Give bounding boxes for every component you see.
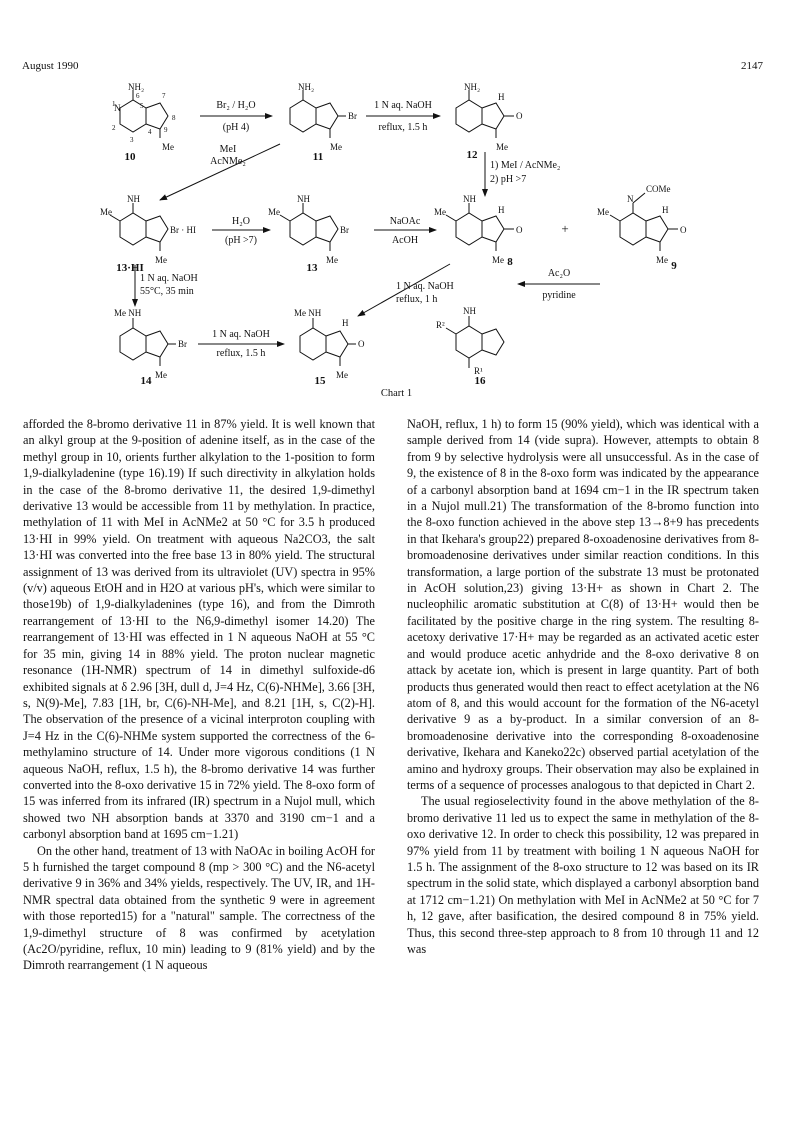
scheme-caption: Chart 1 bbox=[380, 388, 413, 399]
reagent-label: NaOAc bbox=[389, 216, 421, 227]
reagent-label: Ac₂O bbox=[547, 268, 571, 279]
reagent-label: 1 N aq. NaOH bbox=[140, 273, 198, 284]
atom-o: O bbox=[680, 225, 687, 235]
compound-label: 16 bbox=[474, 375, 486, 387]
atom-me: Me bbox=[326, 255, 338, 265]
atom-nh2: NH₂ bbox=[298, 82, 315, 92]
reagent-label: pyridine bbox=[542, 290, 576, 301]
ring-number-2: 2 bbox=[112, 124, 116, 132]
ring-number-3: 3 bbox=[130, 136, 134, 144]
reagent-label: reflux, 1.5 h bbox=[216, 348, 266, 359]
reagent-label: AcOH bbox=[391, 235, 419, 246]
atom-br: Br bbox=[178, 339, 187, 349]
reagent-label: reflux, 1.5 h bbox=[378, 122, 428, 133]
atom-n: N bbox=[627, 194, 634, 204]
compound-label: 12 bbox=[466, 149, 478, 161]
reaction-scheme bbox=[100, 78, 700, 400]
reagent-label: 1 N aq. NaOH bbox=[396, 281, 454, 292]
reagent-label: AcNMe₂ bbox=[210, 156, 246, 167]
body-column-left bbox=[23, 416, 375, 974]
reagent-label: 1 N aq. NaOH bbox=[374, 100, 432, 111]
atom-nh2: NH₂ bbox=[464, 82, 481, 92]
reagent-label: (pH 4) bbox=[222, 122, 250, 133]
reagent-label: 1 N aq. NaOH bbox=[212, 329, 270, 340]
atom-o: O bbox=[358, 339, 365, 349]
compound-label: 13 bbox=[306, 262, 318, 274]
atom-nh: NH bbox=[463, 306, 476, 316]
atom-nh2: NH₂ bbox=[128, 82, 145, 92]
atom-me: Me bbox=[162, 142, 174, 152]
compound-label: 14 bbox=[140, 375, 152, 387]
atom-me: Me bbox=[155, 255, 167, 265]
ring-number-9: 9 bbox=[164, 126, 168, 134]
compound-label: 13·HI bbox=[116, 262, 144, 274]
atom-come: COMe bbox=[646, 184, 671, 194]
atom-r1: R¹ bbox=[474, 366, 483, 376]
atom-me: Me bbox=[434, 207, 446, 217]
compound-label: 10 bbox=[124, 151, 136, 163]
running-header-date: August 1990 bbox=[22, 60, 79, 72]
body-column-right bbox=[407, 416, 759, 957]
ring-number-6: 6 bbox=[136, 92, 140, 100]
atom-menh: Me NH bbox=[114, 308, 142, 318]
atom-nh: NH bbox=[463, 194, 476, 204]
ring-number-8: 8 bbox=[172, 114, 176, 122]
atom-h: H bbox=[342, 318, 349, 328]
atom-me: Me bbox=[268, 207, 280, 217]
compound-label: 8 bbox=[507, 256, 513, 268]
reagent-label: Br₂ / H₂O bbox=[216, 100, 256, 111]
atom-me: Me bbox=[155, 370, 167, 380]
ring-number-7: 7 bbox=[162, 92, 166, 100]
atom-n: N bbox=[114, 103, 121, 113]
atom-o: O bbox=[516, 225, 523, 235]
atom-br: Br bbox=[348, 111, 357, 121]
compound-label: 9 bbox=[671, 260, 677, 272]
reagent-label: 55°C, 35 min bbox=[140, 286, 194, 297]
body-paragraph: NaOH, reflux, 1 h) to form 15 (90% yield), which was identical with a sample derived from 14 (vide supra). However, attempts to obtain 8 from 9 by selective hydrolysis were all unsuccessful. As in the case of 9, the existence of 8 in the 8-oxo form was indicated by the appearance of a carbonyl absorption band at 1694 cm−1 in the IR spectrum taken in a Nujol mull.21) The transformation of the 8-bromo function into the 8-oxo function achieved in the above step 13→8+9 has precedents in that Ikehara's group22) prepared 8-oxoadenosine derivatives from 8-bromoadenosine derivatives under similar reaction conditions. In this transformation, a large portion of the substrate 13 must be protonated in AcOH solution,23) giving 13·H+ as shown in Chart 2. The nucleophilic aromatic substitution at C(8) of 13·H+ would then be facilitated by the positive charge in the ring system. The resulting 8-acetoxy derivative 17·H+ may be regarded as an activated acetic ester and would produce acetic anhydride and the 8-oxo derivative 8 on attack by acetate ion, which is present in large quantity. Part of both products thus generated would then react to effect acetylation at the N6 atom of 8, and this would account for the formation of the N6-acetyl derivative 9 as a by-product. In a similar conversion of an 8-bromoadenosine derivative into the corresponding 8-oxoadenosine derivative, Ikehara and Kaneko22c) observed partial acetylation of the amino and hydroxy groups. Their observation may also be explained in terms of a sequence of processes analogous to that depicted in Chart 2. bbox=[407, 417, 759, 792]
atom-me: Me bbox=[336, 370, 348, 380]
atom-h: H bbox=[662, 205, 669, 215]
page-number: 2147 bbox=[741, 60, 763, 72]
atom-menh: Me NH bbox=[294, 308, 322, 318]
reagent-label: H₂O bbox=[232, 216, 250, 227]
body-paragraph: On the other hand, treatment of 13 with NaOAc in boiling AcOH for 5 h furnished the target compound 8 (mp > 300 °C) and the N6-acetyl derivative 9 in 36% and 34% yields, respectively. The UV, IR, and 1H-NMR spectral data obtained from the synthetic 9 were in agreement with those reported15) for a "natural" sample. The correctness of the 1,9-dimethyl structure of 8 was confirmed by acetylation (Ac2O/pyridine, reflux, 10 min) leading to 9 (81% yield) and by the Dimroth rearrangement (1 N aqueous bbox=[23, 843, 375, 973]
reagent-label: MeI bbox=[219, 144, 237, 155]
reagent-label: 2) pH >7 bbox=[490, 174, 527, 185]
ring-number-1: 1 bbox=[112, 100, 116, 108]
atom-br-hi: Br · HI bbox=[170, 225, 196, 235]
atom-h: H bbox=[498, 92, 505, 102]
reagent-label: (pH >7) bbox=[224, 235, 258, 246]
reagent-label: 1) MeI / AcNMe₂ bbox=[490, 160, 561, 171]
plus-sign: + bbox=[561, 221, 569, 236]
atom-h: H bbox=[498, 205, 505, 215]
atom-me: Me bbox=[496, 142, 508, 152]
compound-label: 11 bbox=[312, 151, 324, 163]
atom-nh: NH bbox=[297, 194, 310, 204]
ring-number-5: 5 bbox=[140, 102, 144, 110]
body-paragraph: afforded the 8-bromo derivative 11 in 87% yield. It is well known that an alkyl group at the 9-position of adenine itself, as in the case of the methyl group in 10, orients further alkylation to the 1-position to form 1,9-dialkyladenine (type 16).19) If such directivity in alkylation holds in the case of the 8-bromo derivative 11, the desired 1,9-dimethyl derivative 13 would be accessible from 11 by methylation. In practice, methylation of 11 with MeI in AcNMe2 at 50 °C for 3.5 h produced 13·HI in 99% yield. On treatment with aqueous Na2CO3, the salt 13·HI was converted into the free base 13 in 80% yield. The structural assignment of 13 was derived from its ultraviolet (UV) spectra in 95% (v/v) aqueous EtOH and in H2O at various pH's, which were similar to those19b) of 1,9-dialkyladenines (type 16), and from the Dimroth rearrangement of 13·HI to the N6,9-dimethyl isomer 14.20) The rearrangement of 13·HI was effected in 1 N aqueous NaOH at 55 °C for 35 min, giving 14 in 88% yield. The proton nuclear magnetic resonance (1H-NMR) spectrum of 14 in dimethyl sulfoxide-d6 exhibited signals at δ 2.96 [3H, dull d, J=4 Hz, C(6)-NHMe], 3.66 [3H, s, N(9)-Me], 7.83 [1H, br, C(6)-NH-Me], and 8.21 [1H, s, C(2)-H]. The observation of the presence of a vicinal interproton coupling with J=4 Hz in the C(6)-NHMe system supported the correctness of the 6-methylamino structure of 14. Under more vigorous conditions (1 N aqueous NaOH, reflux, 1.5 h), the 8-bromo derivative 14 was further converted into the 8-oxo derivative 15 in 72% yield. The 8-oxo form of 15 was inferred from its infrared (IR) spectrum in a Nujol mull, which showed two NH absorption bands at 3370 and 3190 cm−1 and a carbonyl absorption band at 1695 cm−1.21) bbox=[23, 417, 375, 842]
atom-me: Me bbox=[597, 207, 609, 217]
atom-me: Me bbox=[492, 255, 504, 265]
atom-me: Me bbox=[656, 255, 668, 265]
compound-label: 15 bbox=[314, 375, 326, 387]
atom-nh: NH bbox=[127, 194, 140, 204]
ring-number-4: 4 bbox=[148, 128, 152, 136]
atom-me: Me bbox=[330, 142, 342, 152]
body-paragraph: The usual regioselectivity found in the above methylation of the 8-bromo derivative 11 led us to expect the same in methylation of the 8-oxo derivative 12. In order to check this possibility, 12 was prepared in 97% yield from 11 by treatment with boiling 1 N aqueous NaOH for 1.5 h. The assignment of the 8-oxo structure to 12 was based on its IR spectrum in the solid state, which displayed a carbonyl absorption band at 1712 cm−1.21) On methylation with MeI in AcNMe2 at 50 °C for 7 h, 12 gave, after basification, the desired compound 8 in 75% yield. Thus, this second three-step approach to 8 from 10 through 11 and 12 was bbox=[407, 794, 759, 956]
atom-br: Br bbox=[340, 225, 349, 235]
reagent-label: reflux, 1 h bbox=[396, 294, 438, 305]
atom-o: O bbox=[516, 111, 523, 121]
atom-me: Me bbox=[100, 207, 112, 217]
atom-r2: R² bbox=[436, 320, 445, 330]
